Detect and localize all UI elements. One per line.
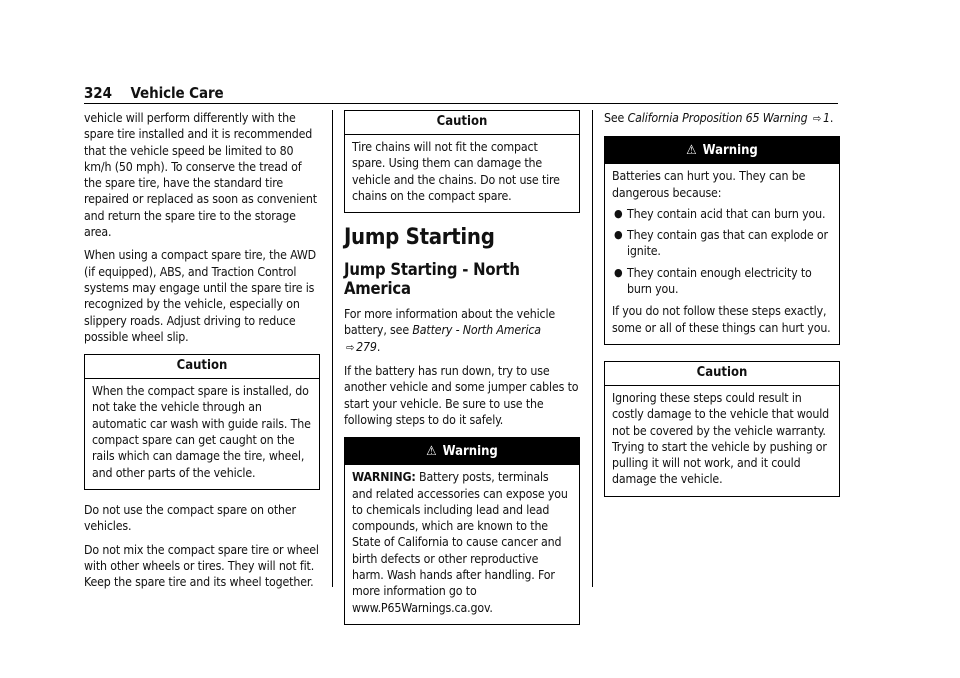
warning-intro: Batteries can hurt you. They can be dangerous because: [612,169,806,200]
list-item: ● They contain acid that can burn you. [614,206,826,221]
column-divider-1 [332,110,333,587]
warning-text: WARNING: Battery posts, terminals and related accessories can expose you to chemicals including lead and lead compounds, which are known to the State of California to cause cancer and birth defects or other reproductive harm. Wash hands after handling. For more information go to www.P65Warnings.ca.gov. [352,470,568,615]
warning-title: Warning [702,143,758,159]
caution-box [344,110,580,213]
warning-box [344,437,580,625]
bullet-icon: ● [614,206,623,220]
cross-reference-link[interactable]: Battery - North America [412,323,541,338]
column-divider-2 [592,110,593,587]
section-heading: Jump Starting [344,225,495,251]
warning-title: Warning [442,444,498,460]
bullet-icon: ● [614,265,623,279]
paragraph: If the battery has run down, try to use another vehicle and some jumper cables to start your vehicle. Be sure to use the following steps to do it safely. [344,364,579,427]
list-item: ● They contain enough electricity to burn you. [614,265,812,297]
subsection-heading: Jump Starting - North America [344,260,520,299]
warning-outro: If you do not follow these steps exactly, some or all of these things can hurt you. [612,304,831,335]
page-ref-number[interactable]: 279 [356,339,377,354]
page-header [84,84,224,102]
page-ref-arrow-icon: ⇨ [346,340,355,354]
list-item: ● They contain gas that can explode or ignite. [614,228,828,259]
caution-text: Ignoring these steps could result in costly damage to the vehicle that would not be covered by the vehicle warranty. Trying to start the vehicle by pushing or pulling it will not work, and it could damage the vehicle. [612,390,830,487]
paragraph: vehicle will perform differently with the spare tire installed and it is recommended that the vehicle speed be limited to 80 km/h (50 mph). To conserve the tread of the spare tire, have the standard tire repaired or replaced as soon as convenient and return the spare tire to the storage area. [84,111,317,240]
caution-text: When the compact spare is installed, do not take the vehicle through an automatic car wash with guide rails. The compact spare can get caught on the rails which can damage the tire, wheel, and other parts of the vehicle. [92,384,311,480]
page-ref-number[interactable]: 1 [823,111,830,125]
cross-reference-link[interactable]: California Proposition 65 Warning [627,111,808,125]
warning-icon: ⚠ [426,444,437,460]
column-3 [604,110,840,509]
caution-text: Tire chains will not fit the compact spare. Using them can damage the vehicle and the chains. Do not use tire chains on the compact spare. [352,140,560,203]
paragraph: Do not use the compact spare on other vehicles. [84,502,296,534]
paragraph: Do not mix the compact spare tire or wheel with other wheels or tires. They will not fit. Keep the spare tire and its wheel together. [84,542,319,590]
caution-box [604,361,840,497]
warning-icon: ⚠ [686,143,697,159]
bullet-icon: ● [614,228,623,242]
warning-box [604,136,840,345]
caution-title: Caution [605,362,839,386]
header-rule [84,103,838,104]
warning-list [612,206,832,297]
warning-title-bar [345,438,579,465]
page-ref-arrow-icon: ⇨ [812,112,821,125]
caution-box [84,354,320,490]
warning-title-bar [605,137,839,164]
page-number: 324 [84,84,112,102]
paragraph: When using a compact spare tire, the AWD (if equipped), ABS, and Traction Control systems may engage until the spare tire is recognized by the vehicle, especially on slippery roads. Adjust driving to reduce possible wheel slip. [84,248,317,344]
caution-title: Caution [345,111,579,135]
column-2 [344,110,580,637]
caution-title: Caution [85,355,319,379]
paragraph: See California Proposition 65 Warning ⇨ 1. [604,111,834,125]
paragraph: For more information about the vehicle battery, see Battery - North America ⇨ 279. [344,307,556,354]
section-title: Vehicle Care [130,84,224,102]
warning-label: WARNING: [352,470,416,485]
column-1 [84,110,320,597]
